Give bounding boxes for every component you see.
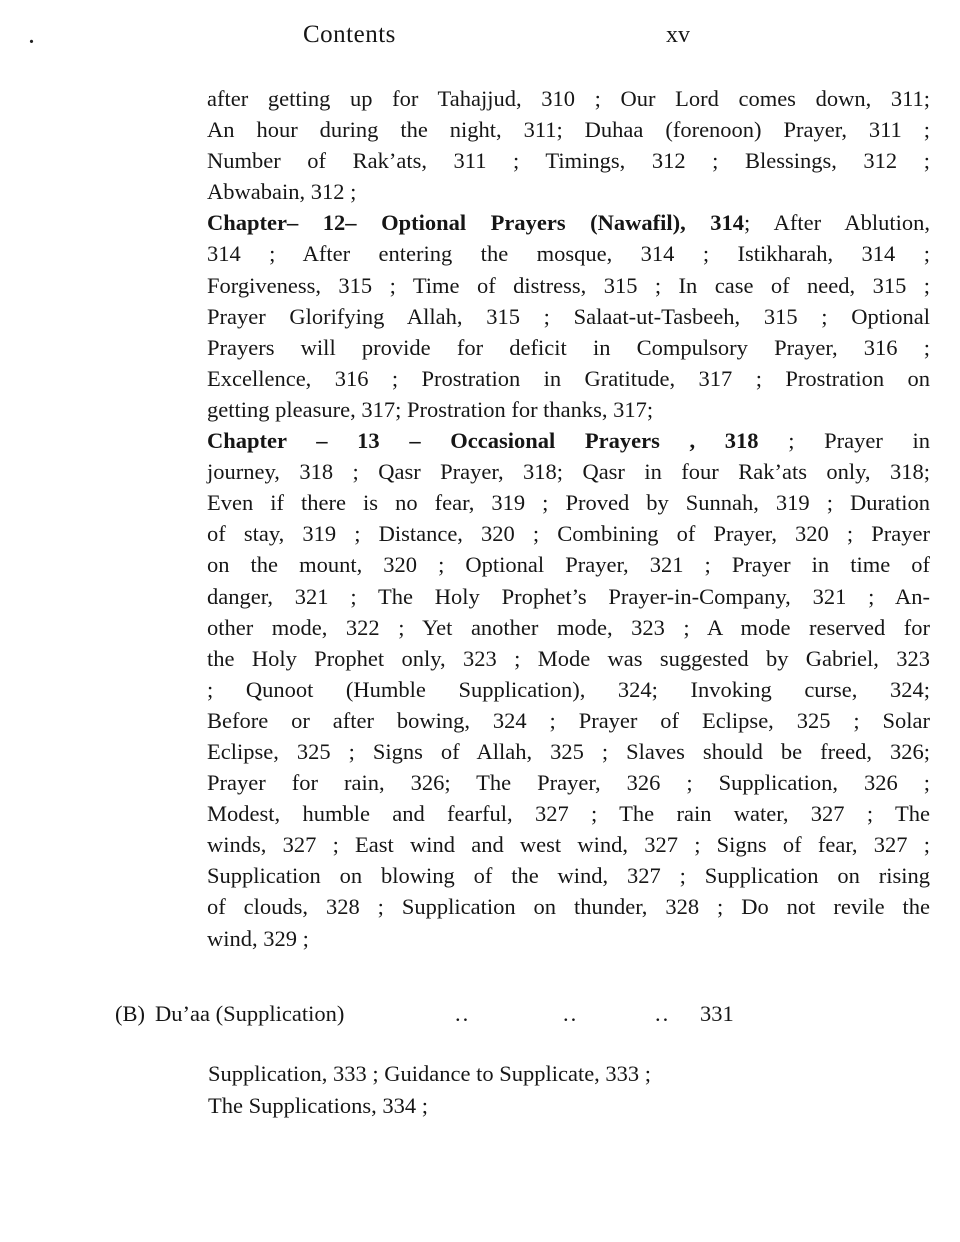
toc-text: ; After Ablution, — [744, 210, 930, 236]
toc-line — [207, 767, 930, 798]
toc-line — [207, 270, 930, 301]
toc-text: Prayers will provide for deficit in Compulsory Prayer, 316 ; — [207, 334, 930, 360]
toc-text: Supplication on blowing of the wind, 327 ; Supplication on rising — [207, 863, 930, 889]
toc-text: Before or after bowing, 324 ; Prayer of Eclipse, 325 ; Solar — [207, 707, 930, 733]
toc-line — [207, 114, 930, 145]
toc-line — [207, 736, 930, 767]
toc-text: Prayer Glorifying Allah, 315 ; Salaat-ut-Tasbeeh, 315 ; Optional — [207, 303, 930, 329]
toc-line — [207, 643, 930, 674]
toc-line — [207, 798, 930, 829]
toc-text: Prayer for rain, 326; The Prayer, 326 ; Supplication, 326 ; — [207, 770, 930, 796]
toc-text: Excellence, 316 ; Prostration in Gratitude, 317 ; Prostration on — [207, 365, 930, 391]
toc-text: 314 ; After entering the mosque, 314 ; Istikharah, 314 ; — [207, 241, 930, 267]
page-number: xv — [666, 22, 690, 48]
scan-artifact-dot: . — [29, 26, 34, 48]
chapter-heading-text: Chapter – 13 – Occasional Prayers , 318 — [207, 428, 759, 454]
entry-b-label: (B) — [115, 1001, 145, 1026]
chapter-heading-text: Chapter– 12– Optional Prayers (Nawafil), 314 — [207, 210, 745, 236]
toc-line — [207, 301, 930, 332]
toc-text: An hour during the night, 311; Duhaa (forenoon) Prayer, 311 ; — [207, 117, 930, 143]
toc-line — [207, 176, 930, 207]
toc-line — [207, 891, 930, 922]
toc-paragraphs — [207, 83, 930, 954]
toc-line — [207, 456, 930, 487]
toc-line — [207, 207, 930, 238]
toc-text: Abwabain, 312 ; — [207, 179, 357, 205]
toc-text: after getting up for Tahajjud, 310 ; Our Lord comes down, 311; — [207, 86, 930, 111]
toc-line — [207, 860, 930, 891]
entry-b-title: Du’aa (Supplication) — [155, 1001, 345, 1026]
toc-line — [207, 518, 930, 549]
toc-text: Even if there is no fear, 319 ; Proved by Sunnah, 319 ; Duration — [207, 490, 930, 516]
toc-line — [207, 425, 930, 456]
toc-text: getting pleasure, 317; Prostration for thanks, 317; — [207, 396, 654, 422]
toc-text: wind, 329 ; — [207, 925, 309, 951]
toc-line: The Supplications, 334 ; — [208, 1092, 428, 1118]
toc-line — [207, 923, 930, 954]
page-title: Contents — [303, 21, 396, 48]
toc-text: ; Prayer in — [758, 428, 930, 454]
toc-entry-b — [0, 1001, 960, 1033]
toc-line — [207, 238, 930, 269]
toc-text: Modest, humble and fearful, 327 ; The rain water, 327 ; The — [207, 801, 930, 827]
toc-text: of clouds, 328 ; Supplication on thunder, 328 ; Do not revile the — [207, 894, 930, 920]
toc-line — [207, 394, 930, 425]
entry-b-page-number: 331 — [700, 1001, 734, 1026]
toc-line — [207, 674, 930, 705]
toc-text: other mode, 322 ; Yet another mode, 323 ; A mode reserved for — [207, 614, 930, 640]
toc-line — [207, 83, 930, 114]
toc-line — [207, 829, 930, 860]
leader-dots: .. — [563, 1001, 579, 1026]
toc-text: the Holy Prophet only, 323 ; Mode was suggested by Gabriel, 323 — [207, 645, 930, 671]
leader-dots: .. — [455, 1001, 471, 1026]
toc-text: on the mount, 320 ; Optional Prayer, 321 ; Prayer in time of — [207, 552, 930, 578]
toc-line — [207, 549, 930, 580]
toc-text: Forgiveness, 315 ; Time of distress, 315 ; In case of need, 315 ; — [207, 272, 930, 298]
toc-line — [207, 145, 930, 176]
toc-line — [207, 705, 930, 736]
toc-text: journey, 318 ; Qasr Prayer, 318; Qasr in four Rak’ats only, 318; — [207, 459, 930, 485]
leader-dots: .. — [655, 1001, 671, 1026]
toc-line — [207, 363, 930, 394]
toc-text: Number of Rak’ats, 311 ; Timings, 312 ; Blessings, 312 ; — [207, 148, 930, 174]
toc-footer — [208, 1058, 931, 1121]
toc-text: winds, 327 ; East wind and west wind, 327 ; Signs of fear, 327 ; — [207, 832, 930, 858]
toc-line — [207, 487, 930, 518]
toc-line — [207, 581, 930, 612]
toc-line — [207, 332, 930, 363]
toc-text: ; Qunoot (Humble Supplication), 324; Invoking curse, 324; — [207, 676, 930, 702]
toc-text: Eclipse, 325 ; Signs of Allah, 325 ; Slaves should be freed, 326; — [207, 738, 930, 764]
toc-line: Supplication, 333 ; Guidance to Supplicate, 333 ; — [208, 1061, 652, 1086]
toc-text: of stay, 319 ; Distance, 320 ; Combining of Prayer, 320 ; Prayer — [207, 521, 930, 547]
toc-text: danger, 321 ; The Holy Prophet’s Prayer-in-Company, 321 ; An- — [207, 583, 930, 609]
toc-line — [207, 612, 930, 643]
